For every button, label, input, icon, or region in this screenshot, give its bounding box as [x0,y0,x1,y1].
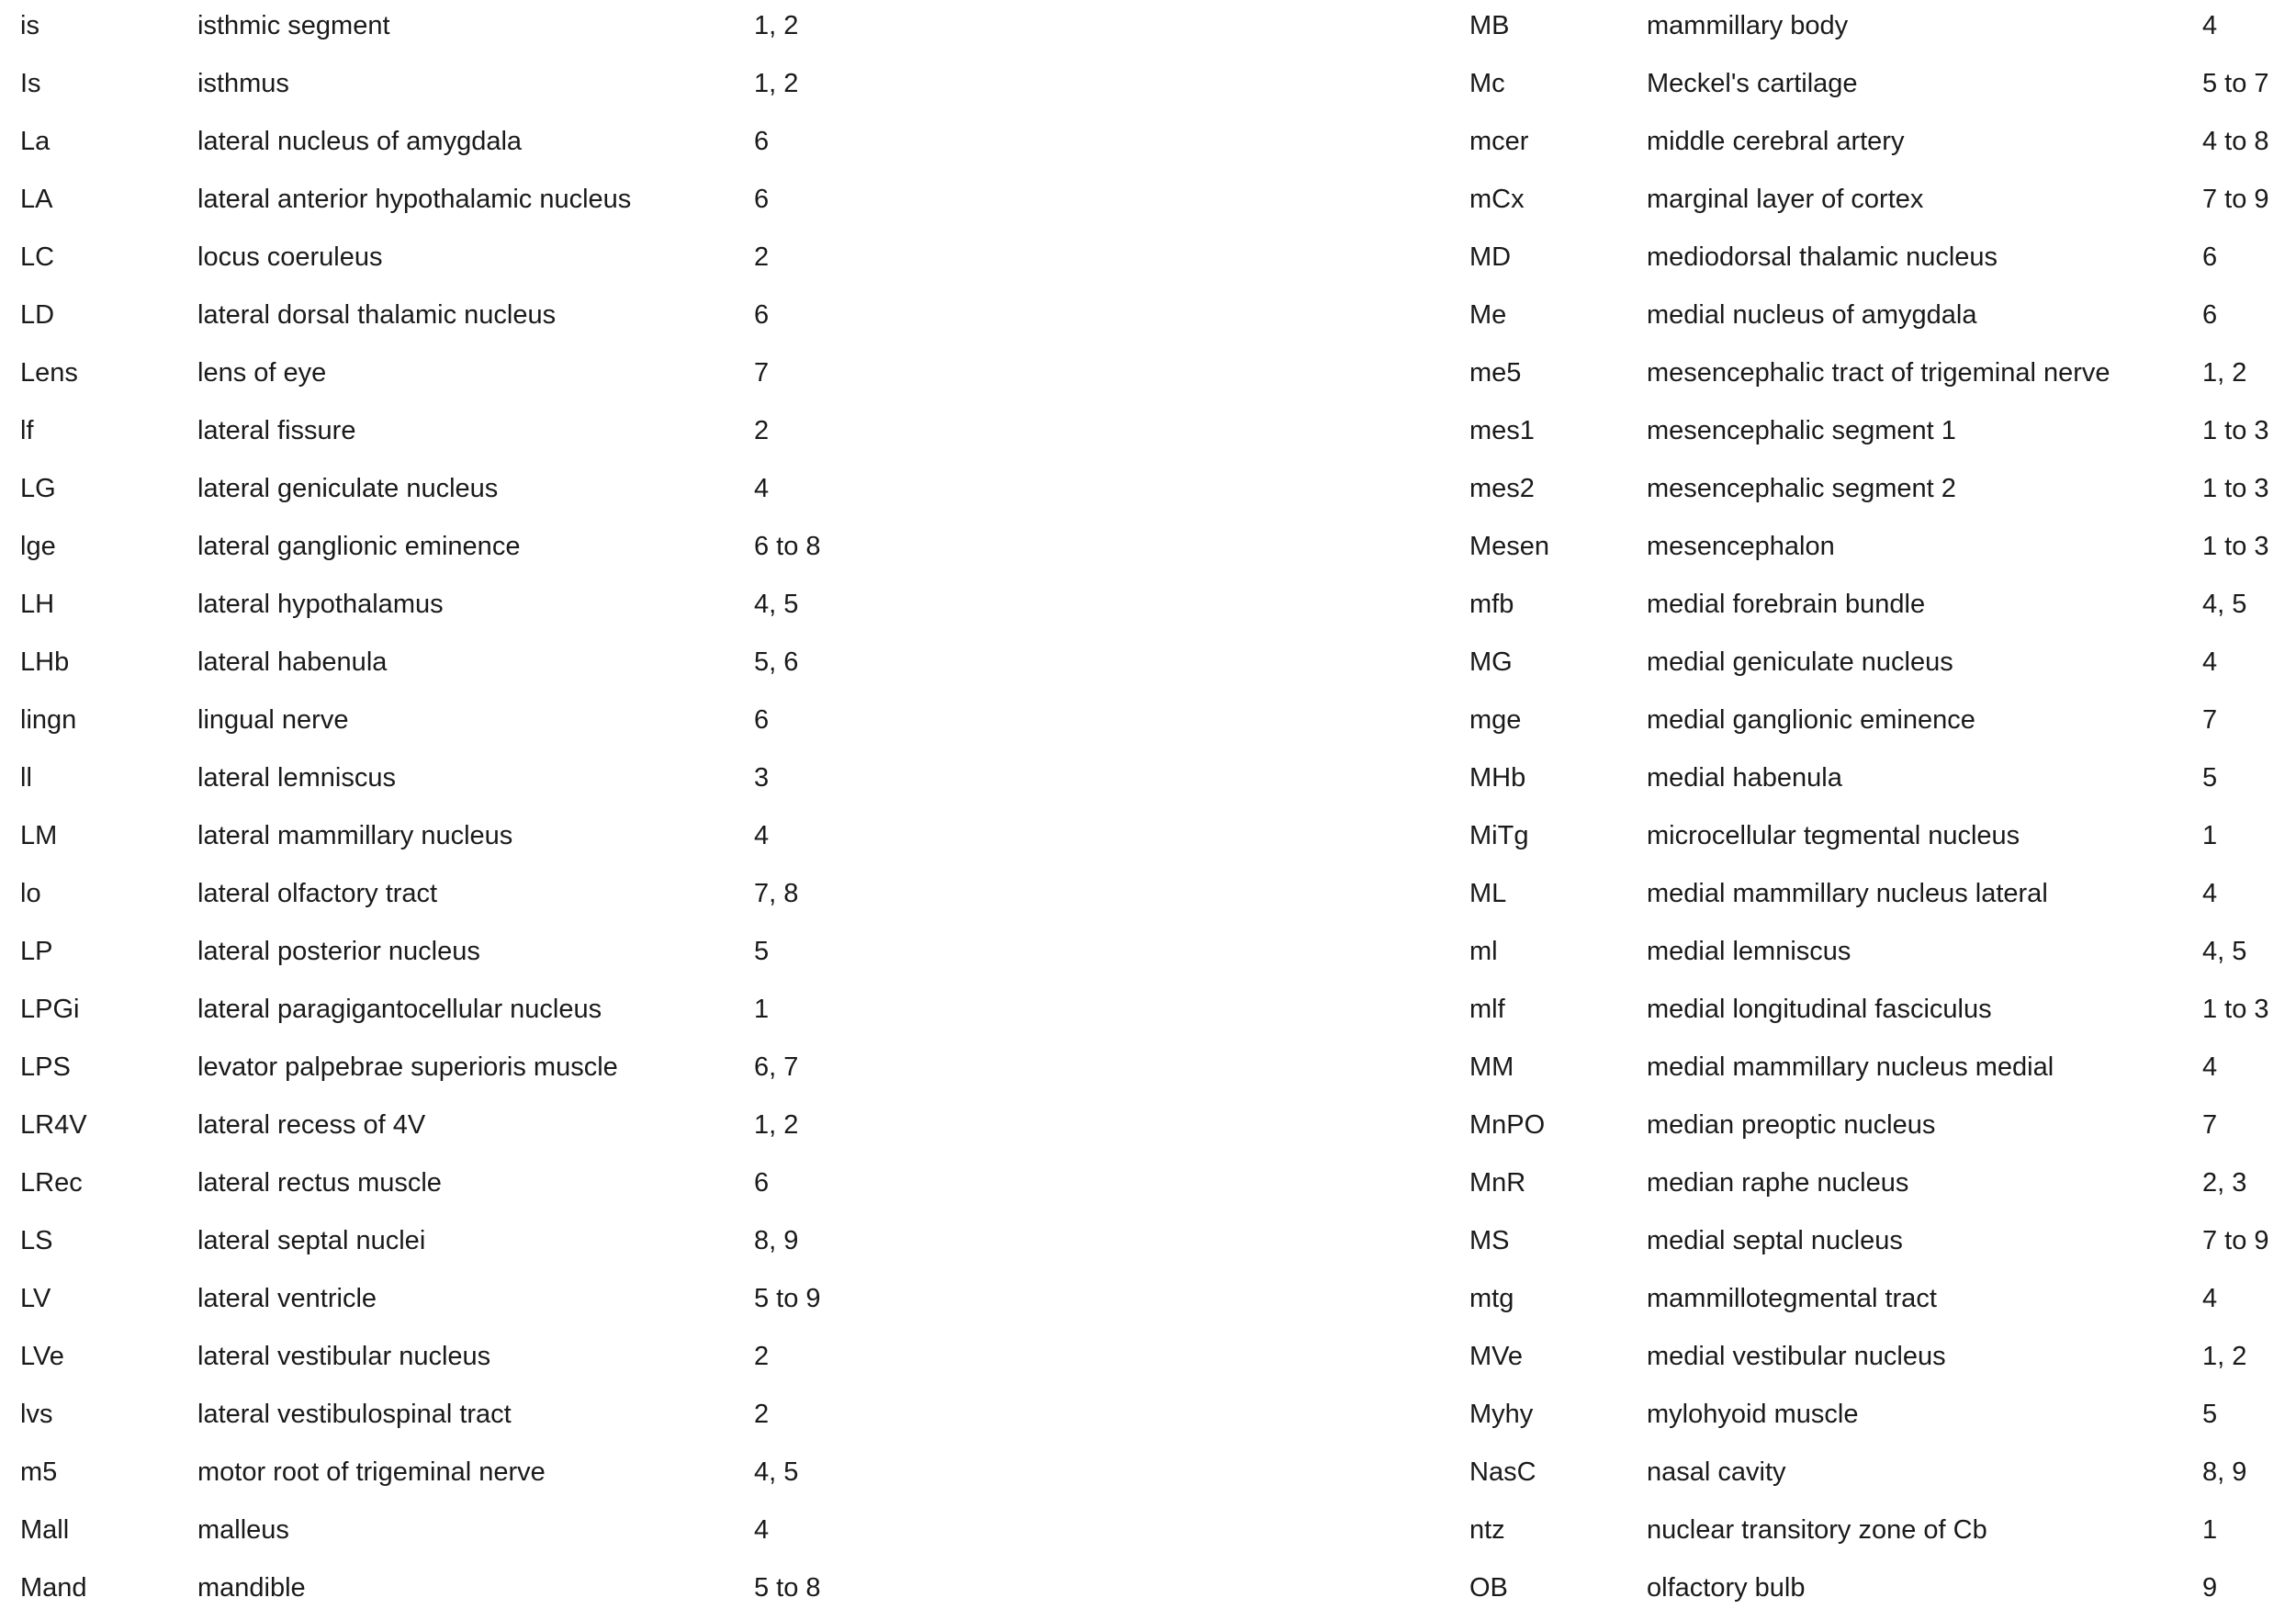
abbreviation-term: lateral septal nuclei [197,1226,426,1255]
abbreviation-term: lateral ventricle [197,1284,377,1313]
abbreviation-term: mesencephalic segment 2 [1647,474,1956,503]
abbreviation-row [20,1562,1453,1620]
abbreviation-term: middle cerebral artery [1647,127,1905,156]
abbreviation-row [1469,174,2278,231]
abbreviation-code: Mall [20,1515,70,1545]
figure-references: 7 [2202,705,2218,735]
abbreviation-row [20,1215,1453,1273]
abbreviation-row [1469,1215,2278,1273]
abbreviation-term: lateral paragigantocellular nucleus [197,995,602,1024]
abbreviation-code: mtg [1469,1284,1514,1313]
figure-references: 2 [754,416,770,445]
abbreviation-row [20,694,1453,752]
abbreviation-row [20,1446,1453,1504]
abbreviation-code: LH [20,590,55,619]
figure-references: 1 to 3 [2202,416,2269,445]
abbreviation-term: nasal cavity [1647,1457,1786,1487]
abbreviation-row [1469,1273,2278,1331]
abbreviation-term: mandible [197,1573,306,1603]
abbreviation-term: lens of eye [197,358,327,388]
abbreviation-code: lvs [20,1400,53,1429]
abbreviation-row [1469,347,2278,405]
abbreviation-row [1469,1157,2278,1215]
abbreviation-code: MiTg [1469,821,1529,850]
abbreviation-row [20,347,1453,405]
figure-references: 7 [2202,1110,2218,1140]
abbreviation-code: LA [20,185,53,214]
abbreviation-code: mlf [1469,995,1505,1024]
figure-references: 6 [754,705,770,735]
figure-references: 6 [754,1168,770,1198]
abbreviation-code: MVe [1469,1342,1524,1371]
figure-references: 1, 2 [2202,358,2247,388]
abbreviation-term: medial mammillary nucleus lateral [1647,879,2048,908]
abbreviation-code: mcer [1469,127,1529,156]
abbreviation-column-left [20,0,1453,1620]
abbreviation-row [20,1041,1453,1099]
abbreviation-code: mCx [1469,185,1525,214]
abbreviation-term: mammillary body [1647,11,1849,40]
abbreviation-code: me5 [1469,358,1522,388]
abbreviation-row [20,231,1453,289]
figure-references: 4 to 8 [2202,127,2269,156]
abbreviation-row [1469,1041,2278,1099]
abbreviation-row [20,810,1453,868]
figure-references: 6 [754,300,770,330]
abbreviation-term: nuclear transitory zone of Cb [1647,1515,1987,1545]
abbreviation-row [1469,1099,2278,1157]
abbreviation-code: LD [20,300,55,330]
figure-references: 4 [2202,1284,2218,1313]
abbreviation-column-right [1469,0,2278,1620]
abbreviation-row [20,1273,1453,1331]
abbreviation-row [1469,752,2278,810]
abbreviation-code: mes2 [1469,474,1535,503]
abbreviation-row [1469,521,2278,579]
abbreviation-term: olfactory bulb [1647,1573,1806,1603]
abbreviation-term: mammillotegmental tract [1647,1284,1937,1313]
figure-references: 7 [754,358,770,388]
abbreviation-row [20,174,1453,231]
abbreviation-code: ntz [1469,1515,1505,1545]
figure-references: 1 to 3 [2202,995,2269,1024]
figure-references: 2 [754,1400,770,1429]
abbreviation-code: LR4V [20,1110,87,1140]
abbreviation-term: lateral rectus muscle [197,1168,442,1198]
figure-references: 6 [2202,242,2218,272]
abbreviation-code: LHb [20,647,70,677]
abbreviation-term: isthmic segment [197,11,390,40]
figure-references: 6 [754,185,770,214]
abbreviation-code: mes1 [1469,416,1535,445]
abbreviation-code: LV [20,1284,51,1313]
figure-references: 1 [2202,821,2218,850]
abbreviation-code: Me [1469,300,1507,330]
abbreviation-row [20,116,1453,174]
figure-references: 2, 3 [2202,1168,2247,1198]
abbreviation-row [20,926,1453,984]
abbreviation-row [20,1099,1453,1157]
abbreviation-code: ll [20,763,32,793]
abbreviation-code: MG [1469,647,1513,677]
abbreviation-code: LS [20,1226,53,1255]
abbreviation-term: medial nucleus of amygdala [1647,300,1977,330]
figure-references: 5 to 8 [754,1573,821,1603]
abbreviation-code: LC [20,242,55,272]
abbreviation-code: MHb [1469,763,1526,793]
abbreviation-code: m5 [20,1457,58,1487]
abbreviation-code: mge [1469,705,1522,735]
abbreviation-term: locus coeruleus [197,242,383,272]
figure-references: 7 to 9 [2202,185,2269,214]
abbreviation-row [1469,405,2278,463]
abbreviation-code: lf [20,416,34,445]
abbreviation-code: lge [20,532,56,561]
abbreviation-term: lateral habenula [197,647,388,677]
abbreviation-row [20,1389,1453,1446]
figure-references: 5 [2202,1400,2218,1429]
abbreviation-term: lateral recess of 4V [197,1110,426,1140]
abbreviation-code: mfb [1469,590,1514,619]
abbreviation-code: LP [20,937,53,966]
abbreviation-term: lateral lemniscus [197,763,396,793]
abbreviation-term: medial vestibular nucleus [1647,1342,1946,1371]
abbreviation-term: isthmus [197,69,289,98]
abbreviation-term: malleus [197,1515,289,1545]
abbreviation-term: lateral vestibular nucleus [197,1342,491,1371]
figure-references: 5 [2202,763,2218,793]
figure-references: 1, 2 [754,1110,799,1140]
abbreviation-row [20,1504,1453,1562]
abbreviation-term: medial lemniscus [1647,937,1851,966]
figure-references: 4 [754,474,770,503]
abbreviation-term: lateral vestibulospinal tract [197,1400,512,1429]
figure-references: 5 [754,937,770,966]
abbreviation-code: Is [20,69,41,98]
abbreviation-code: LG [20,474,56,503]
abbreviation-code: lingn [20,705,77,735]
abbreviation-row [20,984,1453,1041]
abbreviation-code: MnR [1469,1168,1526,1198]
abbreviation-row [20,289,1453,347]
abbreviation-term: medial forebrain bundle [1647,590,1926,619]
abbreviation-code: lo [20,879,41,908]
abbreviation-term: medial ganglionic eminence [1647,705,1975,735]
abbreviation-term: lateral geniculate nucleus [197,474,499,503]
abbreviation-code: LRec [20,1168,83,1198]
figure-references: 1 to 3 [2202,474,2269,503]
figure-references: 1, 2 [754,11,799,40]
figure-references: 3 [754,763,770,793]
abbreviation-code: La [20,127,51,156]
abbreviation-row [1469,463,2278,521]
abbreviation-term: lateral hypothalamus [197,590,444,619]
figure-references: 1 to 3 [2202,532,2269,561]
abbreviation-term: Meckel's cartilage [1647,69,1858,98]
figure-references: 1 [2202,1515,2218,1545]
abbreviation-term: lateral posterior nucleus [197,937,480,966]
abbreviation-row [20,405,1453,463]
abbreviation-row [20,1157,1453,1215]
figure-references: 4, 5 [2202,590,2247,619]
abbreviation-code: MS [1469,1226,1510,1255]
figure-references: 4, 5 [754,590,799,619]
figure-references: 4 [2202,11,2218,40]
figure-references: 9 [2202,1573,2218,1603]
abbreviation-row [1469,694,2278,752]
abbreviation-row [20,752,1453,810]
figure-references: 6 [2202,300,2218,330]
abbreviation-term: lateral olfactory tract [197,879,438,908]
figure-references: 6, 7 [754,1052,799,1082]
abbreviation-code: LPS [20,1052,71,1082]
figure-references: 1, 2 [2202,1342,2247,1371]
abbreviation-term: medial longitudinal fasciculus [1647,995,1992,1024]
abbreviation-term: medial mammillary nucleus medial [1647,1052,2054,1082]
figure-references: 4 [754,821,770,850]
figure-references: 4 [754,1515,770,1545]
figure-references: 5 to 7 [2202,69,2269,98]
figure-references: 6 to 8 [754,532,821,561]
abbreviation-row [20,868,1453,926]
abbreviation-row [20,521,1453,579]
figure-references: 6 [754,127,770,156]
abbreviation-row [1469,926,2278,984]
abbreviation-row [1469,58,2278,116]
abbreviation-code: MM [1469,1052,1514,1082]
abbreviation-code: NasC [1469,1457,1536,1487]
abbreviation-code: is [20,11,39,40]
abbreviation-code: MB [1469,11,1510,40]
abbreviation-row [1469,984,2278,1041]
abbreviation-term: lateral nucleus of amygdala [197,127,523,156]
abbreviation-code: ml [1469,937,1498,966]
abbreviation-code: ML [1469,879,1507,908]
abbreviation-term: lateral anterior hypothalamic nucleus [197,185,632,214]
abbreviation-row [1469,1331,2278,1389]
abbreviation-code: Myhy [1469,1400,1534,1429]
abbreviation-row [1469,810,2278,868]
abbreviation-row [20,636,1453,694]
abbreviation-row [1469,636,2278,694]
abbreviation-term: median raphe nucleus [1647,1168,1909,1198]
abbreviation-code: Mesen [1469,532,1550,561]
figure-references: 8, 9 [754,1226,799,1255]
abbreviation-term: lingual nerve [197,705,349,735]
abbreviation-term: levator palpebrae superioris muscle [197,1052,618,1082]
abbreviation-row [20,0,1453,58]
abbreviation-term: mediodorsal thalamic nucleus [1647,242,1998,272]
abbreviation-code: MnPO [1469,1110,1546,1140]
abbreviation-row [20,463,1453,521]
abbreviation-row [20,1331,1453,1389]
abbreviation-code: Lens [20,358,78,388]
figure-references: 5 to 9 [754,1284,821,1313]
figure-references: 2 [754,1342,770,1371]
abbreviation-term: medial geniculate nucleus [1647,647,1953,677]
abbreviation-code: LM [20,821,58,850]
abbreviation-row [1469,116,2278,174]
figure-references: 7 to 9 [2202,1226,2269,1255]
abbreviation-term: mesencephalic tract of trigeminal nerve [1647,358,2110,388]
figure-references: 4, 5 [754,1457,799,1487]
abbreviation-row [20,58,1453,116]
figure-references: 7, 8 [754,879,799,908]
figure-references: 1, 2 [754,69,799,98]
abbreviation-row [1469,0,2278,58]
abbreviation-term: mesencephalon [1647,532,1835,561]
abbreviation-term: medial septal nucleus [1647,1226,1903,1255]
abbreviation-code: Mc [1469,69,1505,98]
figure-references: 5, 6 [754,647,799,677]
abbreviation-code: Mand [20,1573,87,1603]
abbreviation-row [1469,1562,2278,1620]
abbreviation-term: median preoptic nucleus [1647,1110,1936,1140]
figure-references: 4, 5 [2202,937,2247,966]
figure-references: 8, 9 [2202,1457,2247,1487]
abbreviation-term: marginal layer of cortex [1647,185,1924,214]
abbreviation-row [1469,231,2278,289]
abbreviation-code: MD [1469,242,1512,272]
abbreviation-term: mylohyoid muscle [1647,1400,1859,1429]
abbreviation-row [1469,1389,2278,1446]
figure-references: 2 [754,242,770,272]
abbreviation-row [1469,1446,2278,1504]
figure-references: 4 [2202,879,2218,908]
abbreviation-row [20,579,1453,636]
abbreviation-row [1469,1504,2278,1562]
figure-references: 1 [754,995,770,1024]
abbreviation-term: lateral mammillary nucleus [197,821,513,850]
abbreviation-term: motor root of trigeminal nerve [197,1457,546,1487]
abbreviation-row [1469,868,2278,926]
figure-references: 4 [2202,647,2218,677]
abbreviation-term: mesencephalic segment 1 [1647,416,1956,445]
abbreviation-code: OB [1469,1573,1508,1603]
abbreviation-term: lateral ganglionic eminence [197,532,521,561]
figure-references: 4 [2202,1052,2218,1082]
abbreviation-code: LPGi [20,995,80,1024]
abbreviation-term: lateral fissure [197,416,356,445]
abbreviation-code: LVe [20,1342,64,1371]
abbreviation-term: lateral dorsal thalamic nucleus [197,300,557,330]
abbreviation-term: medial habenula [1647,763,1842,793]
abbreviation-term: microcellular tegmental nucleus [1647,821,2020,850]
abbreviation-row [1469,579,2278,636]
abbreviation-row [1469,289,2278,347]
